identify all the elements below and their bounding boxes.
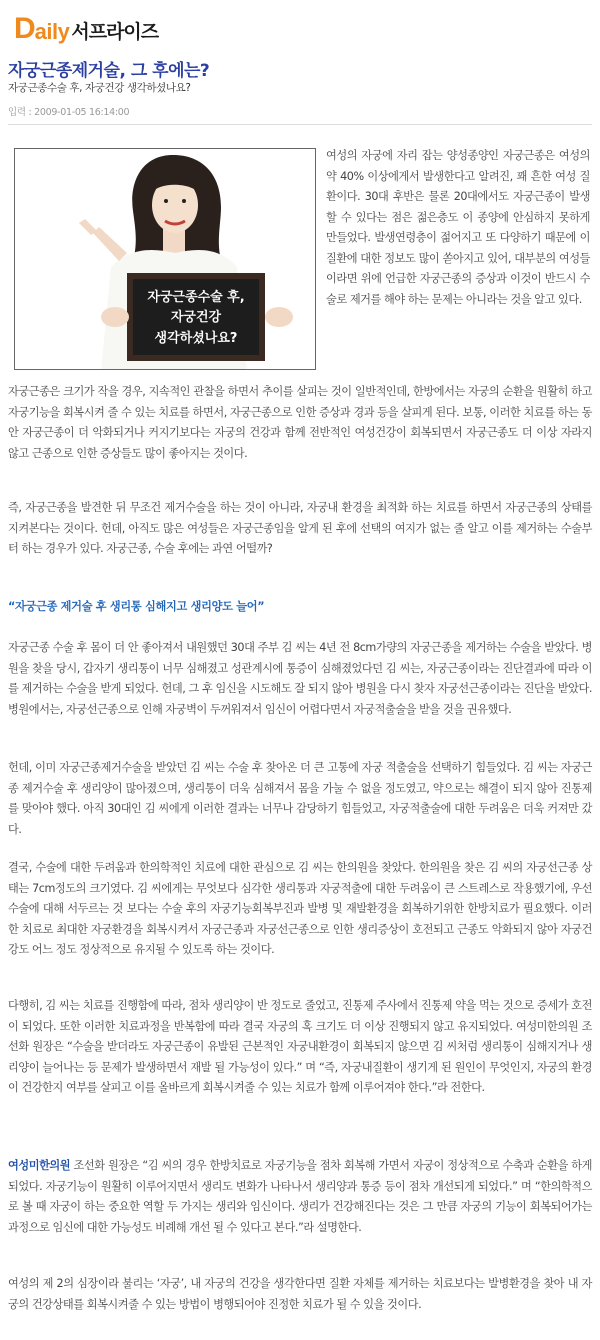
article-date: 입력 : 2009-01-05 16:14:00: [8, 107, 130, 118]
article-paragraph-2: 즉, 자궁근종을 발견한 뒤 무조건 제거수술을 하는 것이 아니라, 자궁내 환경을 최적화 하는 치료를 하면서 자궁근종의 상태를 지켜본다는 것이다. 헌데, 아직도 많은 여성들은 자궁근종임을 알게 된 후에 선택의 여지가 없는 줄 알고 이를 제거하는 수술부터 하는 경우가 있다. 자궁근종, 수술 후에는 과연 어떨까?: [8, 501, 592, 555]
site-logo[interactable]: [14, 8, 158, 44]
sign-text-line3: 생각하셨나요?: [154, 331, 238, 346]
logo-korean: 서프라이즈: [71, 21, 159, 43]
article-paragraph-3: 자궁근종 수술 후 몸이 더 안 좋아져서 내원했던 30대 주부 김 씨는 4년 전 8cm가량의 자궁근종을 제거하는 수술을 받았다. 병원을 찾을 당시, 갑자기 생리통이 너무 심해졌고 성관계시에 통증이 심해졌었다던 김 씨는, 자궁근종이라는 진단결과에 따라 이를 제거하는 수술을 받게 되었다. 헌데, 그 후 임신을 시도해도 잘 되지 않아 병원을 다시 찾자 자궁선근종이라는 진단을 받았다. 병원에서는, 자궁선근종으로 인해 자궁벽이 두꺼워져서 임신이 어렵다면서 자궁적출술을 받을 것을 권유했다.: [8, 641, 592, 716]
article-photo: [14, 148, 316, 370]
logo-letter-d: D: [14, 12, 35, 45]
article-title: 자궁근종제거술, 그 후에는?: [8, 61, 210, 81]
article-paragraph-8: 여성의 제 2의 심장이라 불리는 ‘자궁’, 내 자궁의 건강을 생각한다면 질환 자체를 제거하는 치료보다는 발병환경을 찾아 내 자궁의 건강상태를 회복시켜줄 수 있는 방법이 병행되어야 진정한 치료가 될 수 있을 것이다.: [8, 1277, 592, 1311]
article-paragraph-7: [8, 1156, 592, 1238]
article-paragraph-6: 다행히, 김 씨는 치료를 진행함에 따라, 점차 생리양이 반 정도로 줄었고, 진통제 주사에서 진통제 약을 먹는 것으로 증세가 호전이 되었다. 또한 이러한 치료과정을 반복함에 따라 결국 자궁의 혹 크기도 더 이상 진행되지 않고 유지되었다. 여성미한의원 조선화 원장은 “수술을 받더라도 자궁근종이 유발된 근본적인 자궁내환경이 회복되지 않으면 김 씨처럼 생리통이 심해지거나 생리양이 늘어나는 등 문제가 발생하면서 재발 될 가능성이 있다.” 며 “즉, 자궁내질환이 생기게 된 원인이 무엇인지, 자궁의 환경이 건강한지 여부를 살피고 이를 올바르게 회복시켜줄 수 있는 치료가 함께 이루어져야 한다.”라 전한다.: [8, 999, 592, 1094]
sign-text-line1: 자궁근종수술 후,: [147, 290, 245, 305]
article-paragraph-1: 자궁근종은 크기가 작을 경우, 지속적인 관찰을 하면서 추이를 살피는 것이 일반적인데, 한방에서는 자궁의 순환을 원활히 하고 자궁기능을 회복시켜 줄 수 있는 치료를 하면서, 자궁근종으로 인한 증상과 경과 등을 살피게 된다. 보통, 이러한 치료를 하는 동안 자궁근종이 더 악화되거나 커지기보다는 자궁의 건강과 함께 전반적인 여성건강이 회복되면서 자궁근종도 더 이상 자라지 않고 근종으로 인한 증상들도 많이 좋아지는 것이다.: [8, 385, 592, 460]
clinic-link[interactable]: 여성미한의원: [8, 1159, 71, 1172]
article-paragraph-intro: 여성의 자궁에 자리 잡는 양성종양인 자궁근종은 여성의 약 40% 이상에게서 발생한다고 알려진, 꽤 흔한 여성 질환이다. 30대 후반은 물론 20대에서도 자궁근종이 발생할 수 있다는 점은 젊은층도 이 종양에 안심하지 못하게 만들었다. 발생연령층이 젊어지고 또 다양하기 때문에 이 질환에 대한 정보도 많이 쏟아지고 있어, 대부분의 여성들이라면 위에 언급한 자궁근종의 증상과 이것이 반드시 수술로 제거를 해야 하는 문제는 아니라는 것을 알고 있다.: [326, 149, 590, 306]
article-subtitle: 자궁근종수술 후, 자궁건강 생각하셨나요?: [8, 82, 191, 94]
header-divider: [8, 124, 592, 125]
sign-text-line2: 자궁건강: [170, 310, 222, 325]
article-paragraph-5: 결국, 수술에 대한 두려움과 한의학적인 치료에 대한 관심으로 김 씨는 한의원을 찾았다. 한의원을 찾은 김 씨의 자궁선근종 상태는 7cm정도의 크기였다. 김 씨에게는 무엇보다 심각한 생리통과 자궁적출에 대한 두려움이 큰 스트레스로 작용했기에, 우선 수술에 대해 서두르는 것 보다는 수술 후의 자궁기능회복부진과 발병 및 재발환경을 회복하기위한 한방치료가 필요했다. 이러한 치료로 최대한 자궁환경을 회복시켜서 자궁근종과 자궁선근종으로 인한 생리증상이 호전되고 근종도 악화되지 않아 자궁건강도 어느 정도 정상적으로 유지될 수 있도록 하는 것이다.: [8, 861, 592, 956]
woman-with-sign-illustration: [15, 149, 316, 370]
logo-latin: aily: [34, 19, 70, 44]
article-paragraph-7-text: 조선화 원장은 “김 씨의 경우 한방치료로 자궁기능을 점차 회복해 가면서 자궁이 정상적으로 수축과 순환을 하게 되었다. 자궁기능이 원활히 이루어지면서 생리도 변화가 나타나서 생리양과 통증 등이 점차 개선되게 되었다.” 며 “한의학적으로 볼 때 자궁이 하는 중요한 역할 두 가지는 생리와 임신이다. 생리가 건강해진다는 것은 그 만큼 자궁의 기능이 회복되어가는 과정으로 임신에 대한 가능성도 비례해 개선 될 수 있다고 본다.”라 설명한다.: [8, 1159, 592, 1234]
article-subheading: “자궁근종 제거술 후 생리통 심해지고 생리양도 늘어”: [8, 600, 265, 613]
article-paragraph-4: 헌데, 이미 자궁근종제거수술을 받았던 김 씨는 수술 후 찾아온 더 큰 고통에 자궁 적출술을 선택하기 힘들었다. 김 씨는 자궁근종 제거수술 후 생리양이 많아졌으며, 생리통이 더욱 심해져서 몸을 가눌 수 없을 정도였고, 약으로는 해결이 되지 않아 진통제를 맞아야 했다. 아직 30대인 김 씨에게 이러한 결과는 너무나 감당하기 힘들었고, 자궁적출술에 대한 두려움은 더욱 커져만 갔다.: [8, 761, 592, 836]
